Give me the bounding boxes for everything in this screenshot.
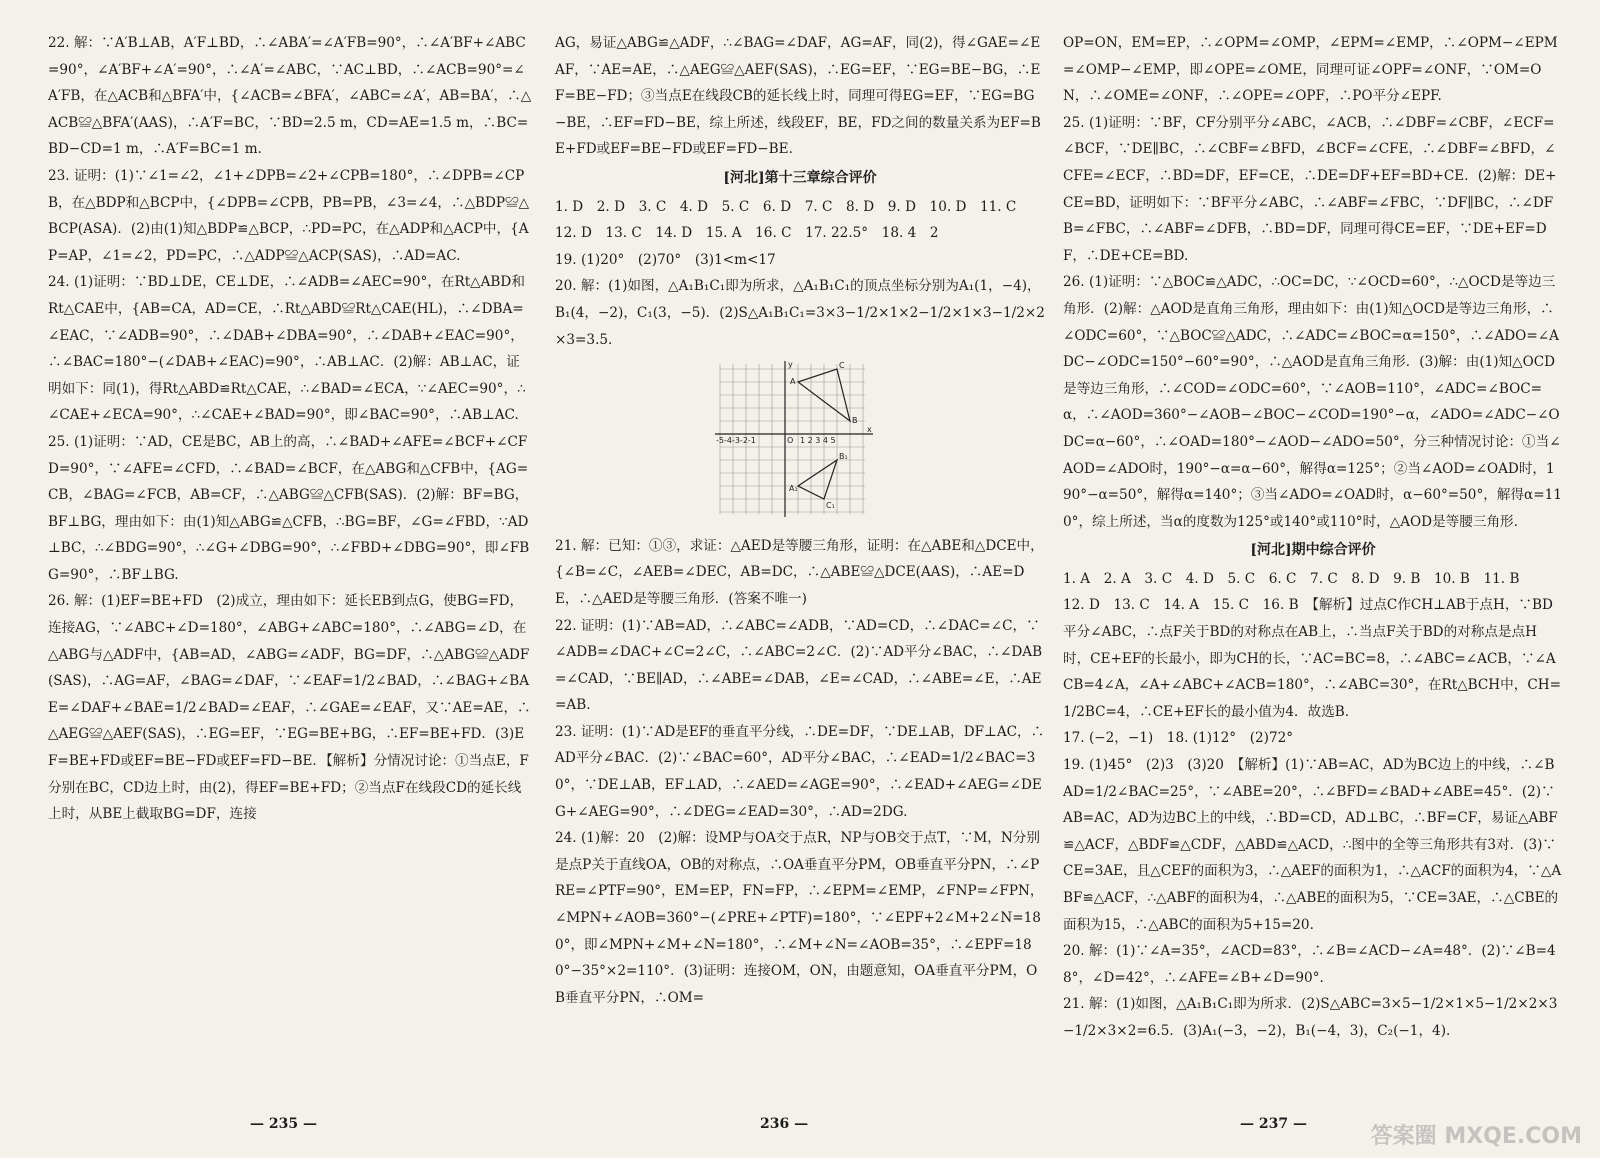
paragraph: 22. 解：∵A′B⊥AB，A′F⊥BD，∴∠ABA′=∠A′FB=90°，∴∠A′BF+∠ABC=90°，∠A′BF+∠A′=90°，∴∠A′=∠ABC，∵AC⊥BD，∴∠ACB=90°=∠A′FB，在△ACB和△BFA′中，{∠ACB=∠BFA′，∠ABC=∠A′，AB=BA′，∴△ACB≌△BFA′(AAS)，∴A′F=BC，∵BD=2.5 m，CD=AE=1.5 m，∴BC=BD−CD=1 m，∴A′F=BC=1 m. — [48, 35, 532, 158]
axis-x: x — [867, 425, 872, 435]
label-A1: A₁ — [789, 484, 798, 494]
paragraph: 21. 解：已知：①③，求证：△AED是等腰三角形，证明：在△ABE和△DCE中，{∠B=∠C，∠AEB=∠DEC，AB=DC，∴△ABE≌△DCE(AAS)，∴AE=DE，∴△AED是等腰三角形．(答案不唯一) — [555, 537, 1044, 607]
label-B: B — [852, 416, 858, 426]
svg-text:1 2 3 4 5: 1 2 3 4 5 — [800, 436, 836, 446]
paragraph: 19. (1)45° (2)3 (3)20 【解析】(1)∵AB=AC，AD为BC边上的中线，∴∠BAD=1/2∠BAC=25°，∵∠ABE=20°，∴∠BFD=∠BAD+∠ABE=45°．(2)∵AB=AC，AD为边BC上的中线，∴BD=CD，AD⊥BC，∴BF=CF，易证△ABF≌△ACF，△BDF≌△CDF，△ABD≌△ACD，∴图中的全等三角形共有3对．(3)∵CE=3AE，且△CEF的面积为3，∴△AEF的面积为1，∴△ACF的面积为4，∵△ABF≌△ACF，∴△ABF的面积为4，∴△ABE的面积为5，∵CE=3AE，∴△CBE的面积为15，∴△ABC的面积为5+15=20. — [1063, 757, 1562, 933]
svg-text:O: O — [787, 436, 794, 446]
answer-line: 1. A 2. A 3. C 4. D 5. C 6. C 7. C 8. D 9. B 10. B 11. B — [1063, 570, 1520, 587]
column-3 — [1063, 30, 1563, 1045]
page-number: 236 — — [760, 1116, 809, 1132]
section-title: [河北]期中综合评价 — [1250, 542, 1376, 559]
paragraph: AG，易证△ABG≌△ADF，∴∠BAG=∠DAF，AG=AF，同(2)，得∠GAE=∠EAF，∵AE=AE，∴△AEG≌△AEF(SAS)，∴EG=EF，∵EG=BE−BG，∴EF=BE−FD；③当点E在线段CB的延长线上时，同理可得EG=EF，∵EG=BG−BE，∴EF=FD−BE，综上所述，线段EF，BE，FD之间的数量关系为EF=BE+FD或EF=BE−FD或EF=FD−BE. — [555, 35, 1041, 158]
axis-y: y — [788, 360, 793, 370]
paragraph: 25. (1)证明：∵AD，CE是BC，AB上的高，∴∠BAD+∠AFE=∠BCF+∠CFD=90°，∵∠AFE=∠CFD，∴∠BAD=∠BCF，在△ABG和△CFB中，{AG=CB，∠BAG=∠FCB，AB=CF，∴△ABG≌△CFB(SAS)．(2)解：BF=BG，BF⊥BG，理由如下：由(1)知△ABG≌△CFB，∴BG=BF，∠G=∠FBD，∵AD⊥BC，∴∠BDG=90°，∴∠G+∠DBG=90°，∴∠FBD+∠DBG=90°，即∠FBG=90°，∴BF⊥BG. — [48, 433, 530, 583]
paragraph: OP=ON，EM=EP，∴∠OPM=∠OMP，∠EPM=∠EMP，∴∠OPM−∠EPM=∠OMP−∠EMP，即∠OPE=∠OME，同理可证∠OPF=∠ONF，∵OM=ON，∴∠OME=∠ONF，∴∠OPE=∠OPF，∴PO平分∠EPF. — [1063, 35, 1558, 105]
paragraph: 12. D 13. C 14. A 15. C 16. B 【解析】过点C作CH⊥AB于点H，∵BD平分∠ABC，∴点F关于BD的对称点在AB上，∴当点F关于BD的对称点是点H时，CE+EF的长最小，即为CH的长，∵AC=BC=8，∴∠ABC=∠ACB，∵∠ACB=4∠A，∠A+∠ABC+∠ACB=180°，∴∠ABC=30°，在Rt△BCH中，CH=1/2BC=4，∴CE+EF长的最小值为4．故选B. — [1063, 597, 1561, 720]
label-A: A — [790, 377, 796, 387]
answer-line: 17. (−2，−1) 18. (1)12° (2)72° — [1063, 730, 1294, 747]
paragraph: 26. 解：(1)EF=BE+FD (2)成立，理由如下：延长EB到点G，使BG=FD，连接AG，∵∠ABC+∠D=180°，∠ABG+∠ABC=180°，∴∠ABG=∠D，在△ABG与△ADF中，{AB=AD，∠ABG=∠ADF，BG=DF，∴△ABG≌△ADF(SAS)，∴AG=AF，∠BAG=∠DAF，∵∠EAF=1/2∠BAD，∴∠BAG+∠BAE=∠DAF+∠BAE=1/2∠BAD=∠EAF，∴∠GAE=∠EAF，又∵AE=AE，∴△AEG≌△AEF(SAS)，∴EG=EF，∵EG=BE+BG，∴EF=BE+FD．(3)EF=BE+FD或EF=BE−FD或EF=FD−BE．【解析】分情况讨论：①当点E，F分别在BC，CD边上时，由(2)，得EF=BE+FD；②当点F在线段CD的延长线上时，从BE上截取BG=DF，连接 — [48, 593, 531, 823]
watermark: 答案圈 MXQE.COM — [1370, 1124, 1582, 1149]
paragraph: 21. 解：(1)如图，△A₁B₁C₁即为所求．(2)S△ABC=3×5−1/2×1×5−1/2×2×3−1/2×3×2=6.5．(3)A₁(−3，−2)，B₁(−4，3)，C₂(−1，4). — [1063, 996, 1558, 1039]
answer-line: 12. D 13. C 14. D 15. A 16. C 17. 22.5° 18. 4 2 — [555, 225, 939, 242]
paragraph: 20. 解：(1)∵∠A=35°，∠ACD=83°，∴∠B=∠ACD−∠A=48°．(2)∵∠B=48°，∠D=42°，∴∠AFE=∠B+∠D=90°. — [1063, 943, 1556, 986]
paragraph: 25. (1)证明：∵BF，CF分别平分∠ABC，∠ACB，∴∠DBF=∠CBF，∠ECF=∠BCF，∵DE∥BC，∴∠CBF=∠BFD，∠BCF=∠CFE，∴∠DBF=∠BFD，∠CFE=∠ECF，∴BD=DF，EF=CE，∴DE=DF+EF=BD+CE．(2)解：DE+CE=BD，证明如下：∵BF平分∠ABC，∴∠ABF=∠FBC，∵DF∥BC，∴∠DFB=∠FBC，∴∠ABF=∠DFB，∴BD=DF，同理可得CE=EF，∵DE+EF=DF，∴DE+CE=BD. — [1063, 114, 1557, 264]
page-number: — 237 — — [1240, 1116, 1307, 1132]
answer-line: 19. (1)20° (2)70° (3)1<m<17 — [555, 251, 776, 268]
coordinate-figure — [715, 359, 1045, 529]
paragraph: 22. 证明：(1)∵AB=AD，∴∠ABC=∠ADB，∵AD=CD，∴∠DAC=∠C，∵∠ADB=∠DAC+∠C=2∠C，∴∠ABC=2∠C．(2)∵AD平分∠BAC，∴∠DAB=∠CAD，∵BE∥AD，∴∠ABE=∠DAB，∠E=∠CAD，∴∠ABE=∠E，∴AE=AB. — [555, 617, 1043, 714]
label-C1: C₁ — [826, 501, 835, 511]
paragraph: 24. (1)解：20 (2)解：设MP与OA交于点R，NP与OB交于点T，∵M，N分别是点P关于直线OA，OB的对称点，∴OA垂直平分PM，OB垂直平分PN，∴∠PRE=∠PTF=90°，EM=EP，FN=FP，∴∠EPM=∠EMP，∠FNP=∠FPN，∠MPN+∠AOB=360°−(∠PRE+∠PTF)=180°，∵∠EPF+2∠M+2∠N=180°，即∠MPN+∠M+∠N=180°，∴∠M+∠N=∠AOB=35°，∴∠EPF=180°−35°×2=110°．(3)证明：连接OM，ON，由题意知，OA垂直平分PM，OB垂直平分PN，∴OM= — [555, 830, 1044, 1006]
label-B1: B₁ — [839, 452, 848, 462]
column-2 — [555, 30, 1045, 1011]
page-number: — 235 — — [250, 1116, 317, 1132]
column-1 — [48, 30, 532, 828]
answer-line: 1. D 2. D 3. C 4. D 5. C 6. D 7. C 8. D 9. D 10. D 11. C — [555, 198, 1017, 215]
label-C: C — [839, 361, 845, 371]
paragraph: 24. (1)证明：∵BD⊥DE，CE⊥DE，∴∠ADB=∠AEC=90°，在Rt△ABD和Rt△CAE中，{AB=CA，AD=CE，∴Rt△ABD≌Rt△CAE(HL)，∴∠DBA=∠EAC，∵∠ADB=90°，∴∠DAB+∠DBA=90°，∴∠DAB+∠EAC=90°，∴∠BAC=180°−(∠DAB+∠EAC)=90°，∴AB⊥AC．(2)解：AB⊥AC，证明如下：同(1)，得Rt△ABD≌Rt△CAE，∴∠BAD=∠ECA，∵∠AEC=90°，∴∠CAE+∠ECA=90°，∴∠CAE+∠BAD=90°，即∠BAC=90°，∴AB⊥AC. — [48, 274, 526, 424]
section-title: [河北]第十三章综合评价 — [723, 169, 877, 186]
paragraph: 20. 解：(1)如图，△A₁B₁C₁即为所求，△A₁B₁C₁的顶点坐标分别为A₁(1，−4)，B₁(4，−2)，C₁(3，−5)．(2)S△A₁B₁C₁=3×3−1/2×1×2−1/2×1×3−1/2×2×3=3.5. — [555, 278, 1045, 348]
paragraph: 26. (1)证明：∵△BOC≌△ADC，∴OC=DC，∵∠OCD=60°，∴△OCD是等边三角形．(2)解：△AOD是直角三角形，理由如下：由(1)知△OCD是等边三角形，∴∠ODC=60°，∵△BOC≌△ADC，∴∠ADC=∠BOC=α=150°，∴∠ADO=∠ADC−∠ODC=150°−60°=90°，∴△AOD是直角三角形．(3)解：由(1)知△OCD是等边三角形，∴∠COD=∠ODC=60°，∵∠AOB=110°，∠ADC=∠BOC=α，∴∠AOD=360°−∠AOB−∠BOC−∠COD=190°−α，∠ADO=∠ADC−∠ODC=α−60°，∴∠OAD=180°−∠AOD−∠ADO=50°，分三种情况讨论：①当∠AOD=∠ADO时，190°−α=α−60°，解得α=125°；②当∠AOD=∠OAD时，190°−α=50°，解得α=140°；③当∠ADO=∠OAD时，α−60°=50°，解得α=110°，综上所述，当α的度数为125°或140°或110°时，△AOD是等腰三角形. — [1063, 274, 1562, 530]
grid-figure — [715, 359, 885, 519]
svg-text:-5-4-3-2-1: -5-4-3-2-1 — [716, 436, 756, 446]
paragraph: 23. 证明：(1)∵AD是EF的垂直平分线，∴DE=DF，∵DE⊥AB，DF⊥AC，∴AD平分∠BAC．(2)∵∠BAC=60°，AD平分∠BAC，∴∠EAD=1/2∠BAC=30°，∵DE⊥AB，EF⊥AD，∴∠AED=∠AGE=90°，∴∠EAD+∠AEG=∠DEG+∠AEG=90°，∴∠DEG=∠EAD=30°，∴AD=2DG. — [555, 723, 1045, 820]
paragraph: 23. 证明：(1)∵∠1=∠2，∠1+∠DPB=∠2+∠CPB=180°，∴∠DPB=∠CPB，在△BDP和△BCP中，{∠DPB=∠CPB，PB=PB，∠3=∠4，∴△BDP≌△BCP(ASA)．(2)由(1)知△BDP≌△BCP，∴PD=PC，在△ADP和△ACP中，{AP=AP，∠1=∠2，PD=PC，∴△ADP≌△ACP(SAS)，∴AD=AC. — [48, 167, 530, 264]
